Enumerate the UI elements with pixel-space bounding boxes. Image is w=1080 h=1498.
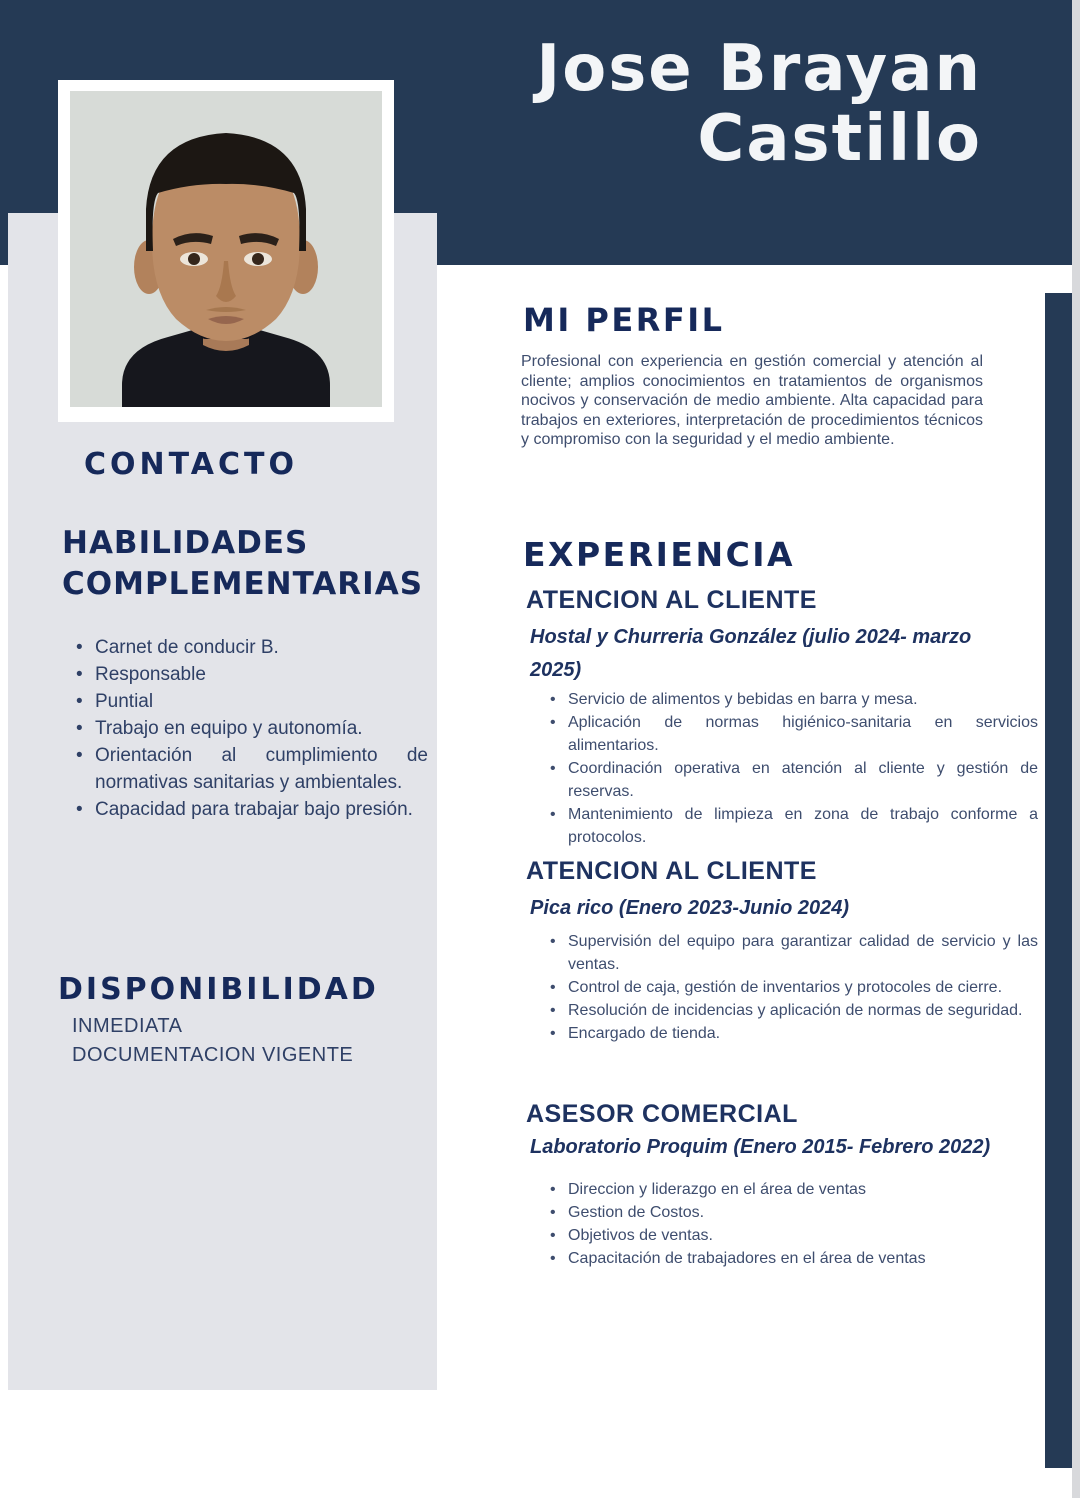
job-role: ASESOR COMERCIAL xyxy=(526,1100,798,1128)
job-bullets xyxy=(548,1178,1038,1270)
skill-item: • Orientación al cumplimiento de normativas sanitarias y ambientales. xyxy=(76,742,428,796)
skill-item: • Trabajo en equipo y autonomía. xyxy=(76,715,428,742)
availability-line: DOCUMENTACION VIGENTE xyxy=(72,1044,354,1066)
job-bullet: • Gestion de Costos. xyxy=(548,1201,1038,1224)
job-bullet: • Supervisión del equipo para garantizar calidad de servicio y las ventas. xyxy=(548,930,1038,976)
skill-item: • Responsable xyxy=(76,661,428,688)
availability-lines xyxy=(72,1012,353,1070)
name-line-1: Jose Brayan xyxy=(536,32,982,106)
skills-title-line-1: HABILIDADES xyxy=(62,525,309,561)
profile-photo xyxy=(69,91,383,407)
skill-item: • Puntial xyxy=(76,688,428,715)
skill-item: • Carnet de conducir B. xyxy=(76,634,428,661)
job-company: Laboratorio Proquim (Enero 2015- Febrero 2022) xyxy=(530,1136,991,1158)
experience-title: EXPERIENCIA xyxy=(523,535,796,574)
contact-title: CONTACTO xyxy=(84,447,298,482)
job-bullet: • Servicio de alimentos y bebidas en barra y mesa. xyxy=(548,688,1038,711)
job-bullet: • Mantenimiento de limpieza en zona de trabajo conforme a protocolos. xyxy=(548,803,1038,849)
job-bullet: • Encargado de tienda. xyxy=(548,1022,1038,1045)
skills-list xyxy=(76,634,428,823)
photo-frame xyxy=(58,80,394,422)
job-bullet: • Control de caja, gestión de inventarios y protocoles de cierre. xyxy=(548,976,1038,999)
profile-title: MI PERFIL xyxy=(523,301,725,339)
page-edge-strip xyxy=(1072,0,1080,1498)
profile-text: Profesional con experiencia en gestión comercial y atención al cliente; amplios conocimientos en tratamientos de organismos nocivos y conservación de medio ambiente. Alta capacidad para trabajos en exteriores, interpretación de procedimientos técnicos y compromiso con la seguridad y el medio ambiente. xyxy=(521,353,983,448)
job-bullet: • Resolución de incidencias y aplicación de normas de seguridad. xyxy=(548,999,1038,1022)
job-bullet: • Aplicación de normas higiénico-sanitaria en servicios alimentarios. xyxy=(548,711,1038,757)
job-bullet: • Coordinación operativa en atención al cliente y gestión de reservas. xyxy=(548,757,1038,803)
job-company: Pica rico (Enero 2023-Junio 2024) xyxy=(530,897,850,919)
job-role: ATENCION AL CLIENTE xyxy=(526,857,817,885)
job-role: ATENCION AL CLIENTE xyxy=(526,586,817,614)
name-line-2: Castillo xyxy=(697,102,982,177)
job-bullets xyxy=(548,688,1038,849)
job-bullet: • Objetivos de ventas. xyxy=(548,1224,1038,1247)
job-company: Hostal y Churreria González (julio 2024- marzo 2025) xyxy=(530,626,972,681)
job-bullet: • Direccion y liderazgo en el área de ventas xyxy=(548,1178,1038,1201)
person-name xyxy=(536,34,982,175)
skills-title xyxy=(62,523,423,605)
right-accent-bar xyxy=(1045,293,1072,1468)
availability-title: DISPONIBILIDAD xyxy=(58,972,379,1007)
skill-item: • Capacidad para trabajar bajo presión. xyxy=(76,796,428,823)
job-bullet: • Capacitación de trabajadores en el área de ventas xyxy=(548,1247,1038,1270)
job-bullets xyxy=(548,930,1038,1045)
skills-title-line-2: COMPLEMENTARIAS xyxy=(62,566,424,602)
availability-line: INMEDIATA xyxy=(72,1015,183,1037)
